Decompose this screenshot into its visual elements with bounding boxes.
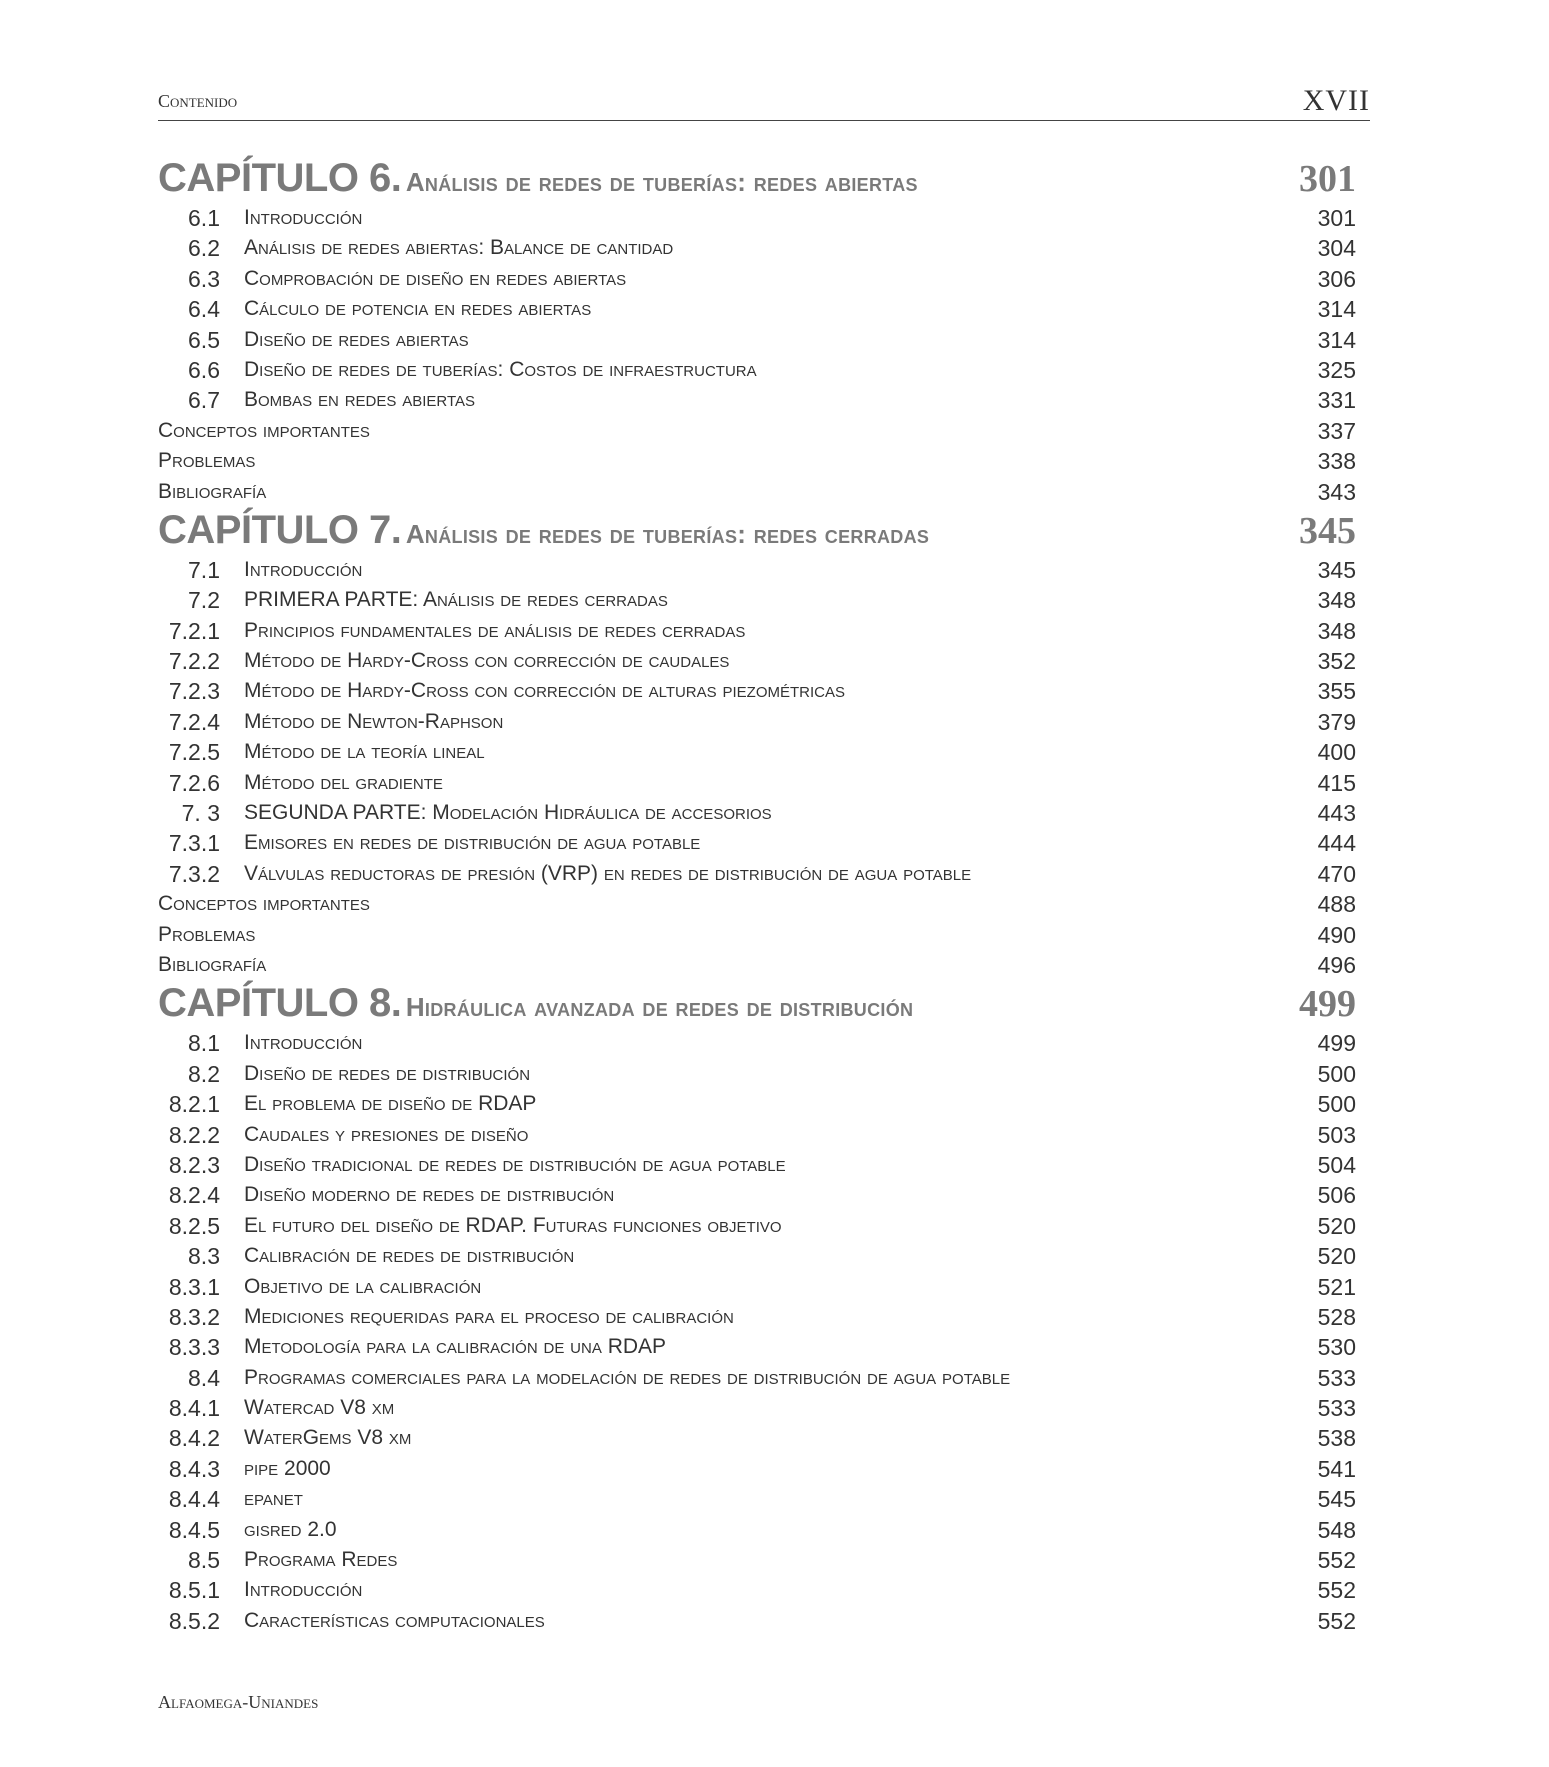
toc-entry [158,1059,1358,1089]
section-title: Caudales y presiones de diseño [244,1122,529,1146]
section-title: Diseño de redes de tuberías: Costos de infraestructura [244,357,757,381]
section-number: 8.2.5 [168,1212,220,1239]
section-title: Método de Newton-Raphson [244,709,504,733]
section-number: 8.4.1 [168,1395,220,1422]
section-title: Método del gradiente [244,770,443,794]
section-title: gisred 2.0 [244,1517,337,1541]
section-page-number: 521 [1317,1273,1356,1300]
section-number: 8.4 [188,1364,220,1391]
section-page-number: 520 [1317,1212,1356,1239]
toc-entry [158,325,1358,355]
toc-entry [158,233,1358,263]
section-title: Introducción [244,1578,363,1602]
section-number: 7.2.5 [168,739,220,766]
section-number: 7.2.2 [168,648,220,675]
section-title: Calibración de redes de distribución [244,1244,575,1268]
section-title: Problemas [158,449,256,473]
section-title: Mediciones requeridas para el proceso de calibración [244,1304,734,1328]
header-section-title: Contenido [158,91,238,111]
section-number: 8.3.3 [168,1334,220,1361]
section-title: Conceptos importantes [158,418,370,442]
section-page-number: 304 [1317,235,1356,262]
section-page-number: 533 [1317,1395,1356,1422]
section-number: 7.2.4 [168,708,220,735]
section-number: 8.2.3 [168,1151,220,1178]
section-title: SEGUNDA PARTE: Modelación Hidráulica de accesorios [244,801,772,825]
section-page-number: 443 [1317,800,1356,827]
section-page-number: 552 [1317,1607,1356,1634]
section-title: WaterGems V8 xm [244,1426,412,1450]
toc-entry [158,385,1358,415]
section-page-number: 548 [1317,1516,1356,1543]
section-number: 8.2.1 [168,1091,220,1118]
section-number: 7. 3 [181,800,220,827]
section-page-number: 345 [1317,556,1356,583]
section-number: 8.5.2 [168,1607,220,1634]
section-title: Watercad V8 xm [244,1396,395,1420]
toc-entry [158,707,1358,737]
section-page-number: 301 [1317,205,1356,231]
section-number: 7.1 [188,556,220,583]
toc-entry [158,477,1358,507]
section-title: Características computacionales [244,1608,545,1632]
toc-entry [158,950,1358,980]
running-header [158,84,1370,121]
section-page-number: 379 [1317,708,1356,735]
section-number: 6.7 [188,387,220,414]
section-title: epanet [244,1487,303,1511]
toc-entry [158,1180,1358,1210]
section-title: Válvulas reductoras de presión (VRP) en redes de distribución de agua potable [244,861,972,885]
section-title: Diseño de redes abiertas [244,327,469,351]
toc-entry [158,203,1358,233]
section-title: PRIMERA PARTE: Análisis de redes cerradas [244,588,668,612]
section-number: 8.3 [188,1243,220,1270]
section-number: 6.3 [188,265,220,292]
toc-entry [158,264,1358,294]
section-page-number: 520 [1317,1243,1356,1270]
chapter-label: CAPÍTULO 8. [158,981,402,1026]
toc-entry [158,676,1358,706]
toc-entry [158,1120,1358,1150]
section-page-number: 338 [1317,448,1356,475]
chapter-heading [158,507,1358,555]
section-number: 7.2.6 [168,769,220,796]
section-number: 8.4.2 [168,1425,220,1452]
section-page-number: 541 [1317,1455,1356,1482]
toc-entry [158,1575,1358,1605]
section-title: Principios fundamentales de análisis de redes cerradas [244,618,746,642]
toc-entry [158,1150,1358,1180]
section-number: 6.6 [188,356,220,383]
chapter-page-number: 345 [1299,509,1356,552]
section-title: El problema de diseño de RDAP [244,1092,537,1116]
section-page-number: 306 [1317,265,1356,292]
chapter-label: CAPÍTULO 6. [158,156,402,200]
section-number: 8.5 [188,1547,220,1574]
section-number: 8.4.4 [168,1486,220,1513]
section-page-number: 325 [1317,356,1356,383]
section-title: El futuro del diseño de RDAP. Futuras funciones objetivo [244,1213,782,1237]
section-title: Bibliografía [158,479,267,503]
section-number: 6.1 [188,205,220,231]
toc-entry [158,889,1358,919]
toc-entry [158,416,1358,446]
section-number: 8.3.1 [168,1273,220,1300]
toc-entry [158,1241,1358,1271]
section-title: Método de la teoría lineal [244,740,485,764]
chapter-page-number: 301 [1299,158,1356,200]
section-title: Comprobación de diseño en redes abiertas [244,266,627,290]
section-number: 8.1 [188,1030,220,1057]
chapter-heading [158,155,1358,203]
section-page-number: 331 [1317,387,1356,414]
section-title: Cálculo de potencia en redes abiertas [244,297,592,321]
section-title: Problemas [158,922,256,946]
toc-entry [158,920,1358,950]
toc-entry [158,1272,1358,1302]
toc-entry [158,585,1358,615]
section-page-number: 337 [1317,417,1356,444]
chapter-title [158,508,929,553]
toc-entry [158,355,1358,385]
section-title: pipe 2000 [244,1456,331,1480]
section-page-number: 348 [1317,617,1356,644]
section-page-number: 488 [1317,891,1356,918]
toc-entry [158,1332,1358,1362]
table-of-contents [158,155,1358,1636]
section-number: 7.2 [188,587,220,614]
toc-entry [158,446,1358,476]
section-page-number: 506 [1317,1182,1356,1209]
toc-entry [158,1302,1358,1332]
section-title: Emisores en redes de distribución de agua potable [244,831,701,855]
section-number: 8.4.3 [168,1455,220,1482]
chapter-name: Hidráulica avanzada de redes de distribución [405,992,914,1023]
section-title: Introducción [244,557,363,581]
toc-entry [158,646,1358,676]
toc-entry [158,1089,1358,1119]
section-page-number: 444 [1317,830,1356,857]
section-page-number: 499 [1317,1030,1356,1057]
section-title: Método de Hardy-Cross con corrección de caudales [244,649,730,673]
section-number: 7.2.3 [168,678,220,705]
section-title: Conceptos importantes [158,892,370,916]
chapter-name: Análisis de redes de tuberías: redes abiertas [405,167,918,197]
section-title: Diseño moderno de redes de distribución [244,1183,615,1207]
toc-entry [158,555,1358,585]
toc-entry [158,1545,1358,1575]
toc-entry [158,1393,1358,1423]
section-number: 8.3.2 [168,1303,220,1330]
section-title: Bombas en redes abiertas [244,388,476,412]
toc-entry [158,294,1358,324]
chapter-label: CAPÍTULO 7. [158,507,402,552]
section-page-number: 314 [1317,296,1356,323]
section-number: 7.2.1 [168,617,220,644]
section-page-number: 470 [1317,860,1356,887]
header-page-number: XVII [1302,84,1370,117]
toc-entry [158,1454,1358,1484]
toc-entry [158,1515,1358,1545]
section-number: 7.3.1 [168,830,220,857]
section-page-number: 545 [1317,1486,1356,1513]
chapter-page-number: 499 [1299,983,1356,1026]
toc-entry [158,1363,1358,1393]
section-page-number: 352 [1317,648,1356,675]
section-title: Programas comerciales para la modelación de redes de distribución de agua potable [244,1365,1011,1389]
section-number: 6.4 [188,296,220,323]
section-number: 6.2 [188,235,220,262]
section-page-number: 355 [1317,678,1356,705]
section-number: 8.2.4 [168,1182,220,1209]
section-page-number: 533 [1317,1364,1356,1391]
section-page-number: 504 [1317,1151,1356,1178]
toc-entry [158,616,1358,646]
section-number: 6.5 [188,326,220,353]
toc-entry [158,1606,1358,1636]
toc-entry [158,828,1358,858]
section-title: Metodología para la calibración de una RDAP [244,1335,667,1359]
section-page-number: 538 [1317,1425,1356,1452]
section-title: Programa Redes [244,1548,398,1572]
section-title: Diseño tradicional de redes de distribución de agua potable [244,1152,786,1176]
section-number: 8.5.1 [168,1577,220,1604]
section-page-number: 343 [1317,478,1356,505]
toc-entry [158,737,1358,767]
section-page-number: 530 [1317,1334,1356,1361]
section-page-number: 503 [1317,1121,1356,1148]
section-page-number: 490 [1317,921,1356,948]
section-title: Diseño de redes de distribución [244,1061,531,1085]
toc-entry [158,1484,1358,1514]
section-title: Objetivo de la calibración [244,1274,482,1298]
section-title: Introducción [244,206,363,229]
section-title: Introducción [244,1031,363,1055]
chapter-name: Análisis de redes de tuberías: redes cerradas [405,518,930,549]
section-page-number: 314 [1317,326,1356,353]
toc-entry [158,1028,1358,1058]
section-number: 8.2 [188,1060,220,1087]
toc-entry [158,798,1358,828]
section-page-number: 552 [1317,1547,1356,1574]
section-number: 8.2.2 [168,1121,220,1148]
section-title: Método de Hardy-Cross con corrección de alturas piezométricas [244,679,846,703]
section-title: Bibliografía [158,952,267,976]
section-page-number: 528 [1317,1303,1356,1330]
toc-entry [158,859,1358,889]
section-page-number: 552 [1317,1577,1356,1604]
section-page-number: 500 [1317,1091,1356,1118]
section-page-number: 496 [1317,951,1356,978]
chapter-title [158,981,913,1026]
section-page-number: 415 [1317,769,1356,796]
chapter-heading [158,980,1358,1028]
toc-entry [158,1423,1358,1453]
section-page-number: 348 [1317,587,1356,614]
toc-entry [158,768,1358,798]
toc-entry [158,1211,1358,1241]
section-page-number: 400 [1317,739,1356,766]
section-number: 7.3.2 [168,860,220,887]
chapter-title [158,156,918,201]
section-number: 8.4.5 [168,1516,220,1543]
section-page-number: 500 [1317,1060,1356,1087]
section-title: Análisis de redes abiertas: Balance de cantidad [244,236,674,260]
footer-publisher: Alfaomega-Uniandes [158,1692,319,1712]
